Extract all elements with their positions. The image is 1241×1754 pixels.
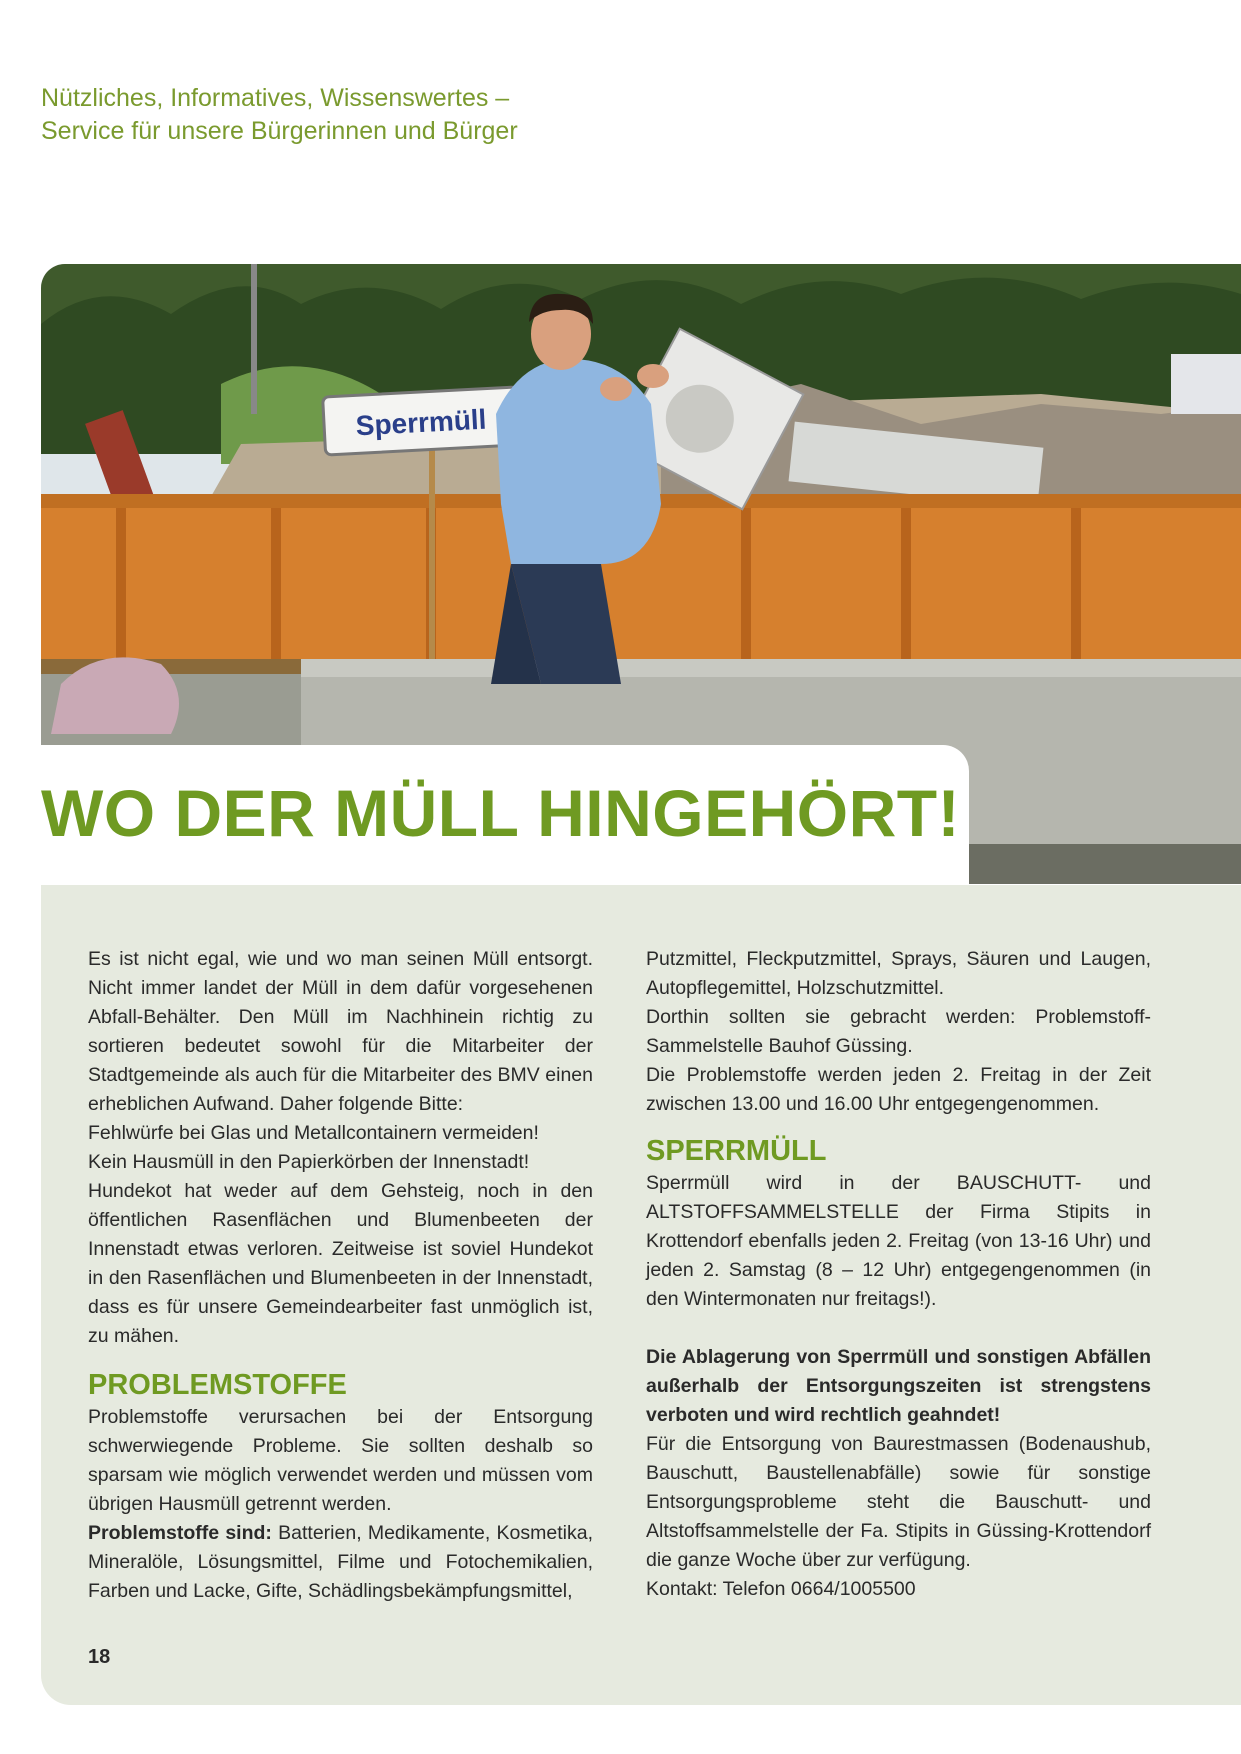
warning-paragraph (646, 1343, 1151, 1430)
heading-problemstoffe: PROBLEMSTOFFE (88, 1369, 347, 1401)
section-kicker (41, 82, 518, 148)
heading-sperrmuell: SPERRMÜLL (646, 1135, 827, 1167)
kicker-line-1: Nützliches, Informatives, Wissenswertes – (41, 84, 510, 112)
dog-waste-paragraph: Hundekot hat weder auf dem Gehsteig, noch in den öffentlichen Rasenflächen und Blumenbeeten der Innenstadt etwas verloren. Zeitweise ist soviel Hundekot in den Rasenflächen und Blumenbeeten in der Innenstadt, dass es für unsere Gemeindearbeiter fast unmöglich ist, zu mähen. (88, 1180, 593, 1347)
page-title: WO DER MÜLL HINGEHÖRT! (41, 776, 961, 850)
left-column (88, 945, 593, 1606)
paragraph-gap (646, 1314, 1151, 1343)
list-label: Problemstoffe sind: (88, 1522, 272, 1544)
list-text: Batterien, Medikamente, Kosmetika, Mineralöle, Lösungsmittel, Filme und Fotochemikalien, Farben und Lacke, Gifte, Schädlingsbekämpfungsmittel, (88, 1522, 593, 1602)
kicker-line-2: Service für unsere Bürgerinnen und Bürger (41, 117, 518, 145)
request-line-household: Kein Hausmüll in den Papierkörben der Innenstadt! (88, 1151, 530, 1173)
problemstoffe-list (88, 1519, 593, 1606)
sperrmuell-paragraph: Sperrmüll wird in der BAUSCHUTT- und ALTSTOFFSAMMELSTELLE der Firma Stipits in Krottendorf ebenfalls jeden 2. Freitag (von 13-16 Uhr) und jeden 2. Samstag (8 – 12 Uhr) entgegengenommen (in den Wintermonaten nur freitags!). (646, 1172, 1151, 1310)
page-number: 18 (88, 1646, 111, 1668)
intro-paragraph: Es ist nicht egal, wie und wo man seinen Müll entsorgt. Nicht immer landet der Müll in dem dafür vorgesehenen Abfall-Behälter. Den Müll im Nachhinein richtig zu sortieren bedeutet sowohl für die Mitarbeiter der Stadtgemeinde als auch für die Mitarbeiter des BMV einen erheblichen Aufwand. Daher folgende Bitte: (88, 948, 593, 1115)
list-continuation: Putzmittel, Fleckputzmittel, Sprays, Säuren und Laugen, Autopflegemittel, Holzschutzmittel. (646, 948, 1151, 999)
warning-text: Die Ablagerung von Sperrmüll und sonstigen Abfällen außerhalb der Entsorgungszeiten ist strengstens verboten und wird rechtlich geahndet! (646, 1346, 1151, 1426)
baurestmassen-paragraph: Für die Entsorgung von Baurestmassen (Bodenaushub, Bauschutt, Baustellenabfälle) sowie für sonstige Entsorgungsprobleme steht die Bauschutt- und Altstoffsammelstelle der Fa. Stipits in Güssing-Krottendorf die ganze Woche über zur verfügung. (646, 1433, 1151, 1571)
sign-text: Sperrmüll (355, 403, 488, 442)
problemstoffe-paragraph: Problemstoffe verursachen bei der Entsorgung schwerwiegende Probleme. Sie sollten deshalb so sparsam wie möglich verwendet werden und müssen vom übrigen Hausmüll getrennt werden. (88, 1406, 593, 1515)
request-line-glass: Fehlwürfe bei Glas und Metallcontainern vermeiden! (88, 1122, 539, 1144)
collection-point: Dorthin sollten sie gebracht werden: Problemstoff-Sammelstelle Bauhof Güssing. (646, 1006, 1151, 1057)
right-column (646, 945, 1151, 1604)
contact-line: Kontakt: Telefon 0664/1005500 (646, 1578, 916, 1600)
collection-times: Die Problemstoffe werden jeden 2. Freitag in der Zeit zwischen 13.00 und 16.00 Uhr entgegengenommen. (646, 1064, 1151, 1115)
